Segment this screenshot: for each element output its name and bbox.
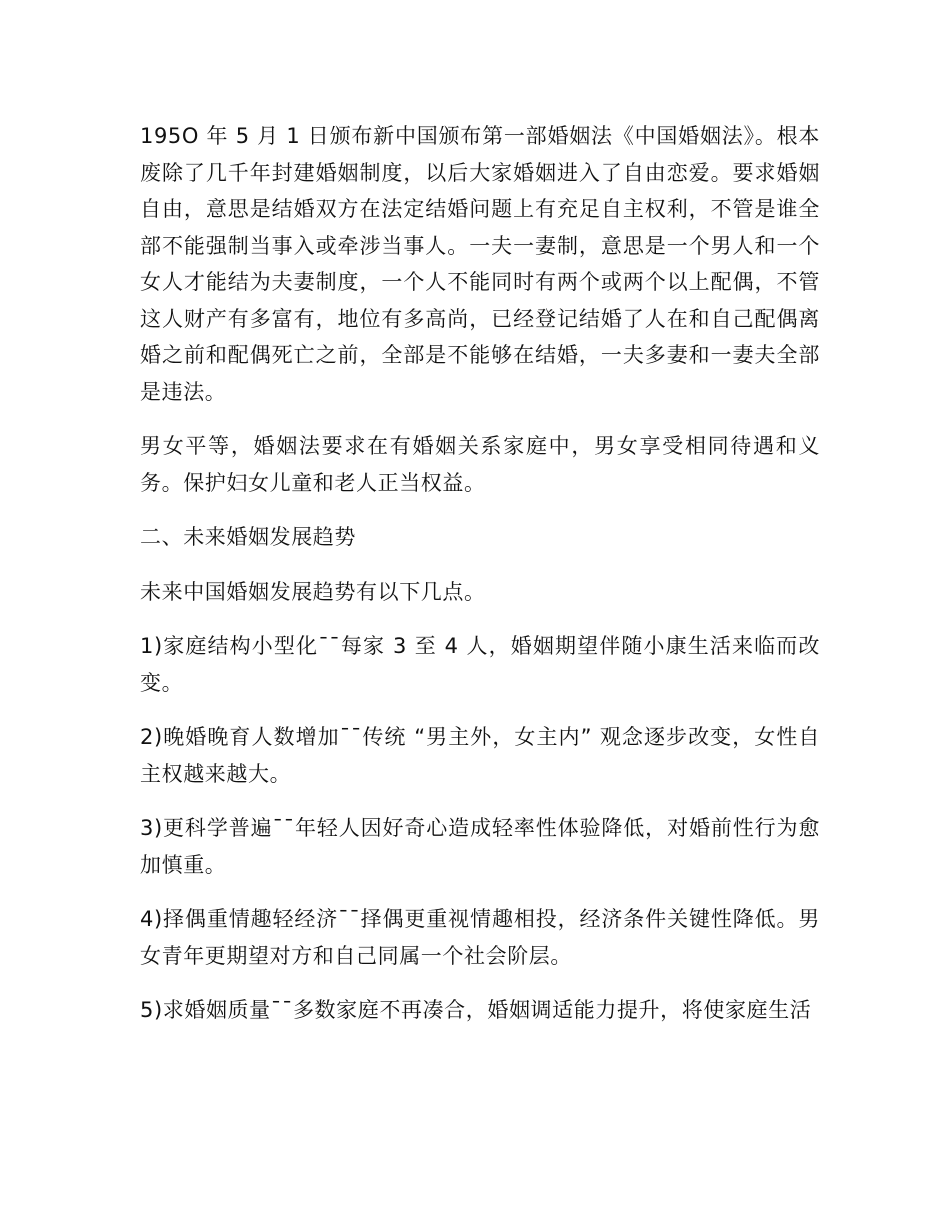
list-item-trend-5: 5)求婚姻质量¯¯多数家庭不再凑合，婚姻调适能力提升，将使家庭生活 [140, 998, 812, 1022]
section-heading-future-trends: 二、未来婚姻发展趋势 [140, 525, 356, 549]
paragraph-trends-intro: 未来中国婚姻发展趋势有以下几点。 [140, 579, 486, 604]
list-item-trend-4: 4)择偶重情趣轻经济¯¯择偶更重视情趣相投，经济条件关键性降低。男女青年更期望对方和自己同属一个社会阶层。 [140, 907, 820, 968]
document-body [140, 118, 820, 1047]
list-item-trend-1: 1)家庭结构小型化¯¯每家 3 至 4 人，婚姻期望伴随小康生活来临而改变。 [140, 634, 820, 695]
paragraph-gender-equality: 男女平等，婚姻法要求在有婚姻关系家庭中，男女享受相同待遇和义务。保护妇女儿童和老人正当权益。 [140, 434, 820, 495]
paragraph-marriage-law-1950: 195O 年 5 月 1 日颁布新中国颁布第一部婚姻法《中国婚姻法》。根本废除了几千年封建婚姻制度，以后大家婚姻进入了自由恋爱。要求婚姻自由，意思是结婚双方在法定结婚问题上有充足自主权利，不管是谁全部不能强制当事入或牵涉当事人。一夫一妻制，意思是一个男人和一个女人才能结为夫妻制度，一个人不能同时有两个或两个以上配偶，不管这人财产有多富有，地位有多高尚，已经登记结婚了人在和自己配偶离婚之前和配偶死亡之前，全部是不能够在结婚，一夫多妻和一妻夫全部是违法。 [140, 124, 820, 404]
list-item-trend-2: 2)晚婚晚育人数增加¯¯传统 “男主外，女主内” 观念逐步改变，女性自主权越来越大。 [140, 725, 820, 786]
list-item-trend-3: 3)更科学普遍¯¯年轻人因好奇心造成轻率性体验降低，对婚前性行为愈加慎重。 [140, 816, 820, 877]
